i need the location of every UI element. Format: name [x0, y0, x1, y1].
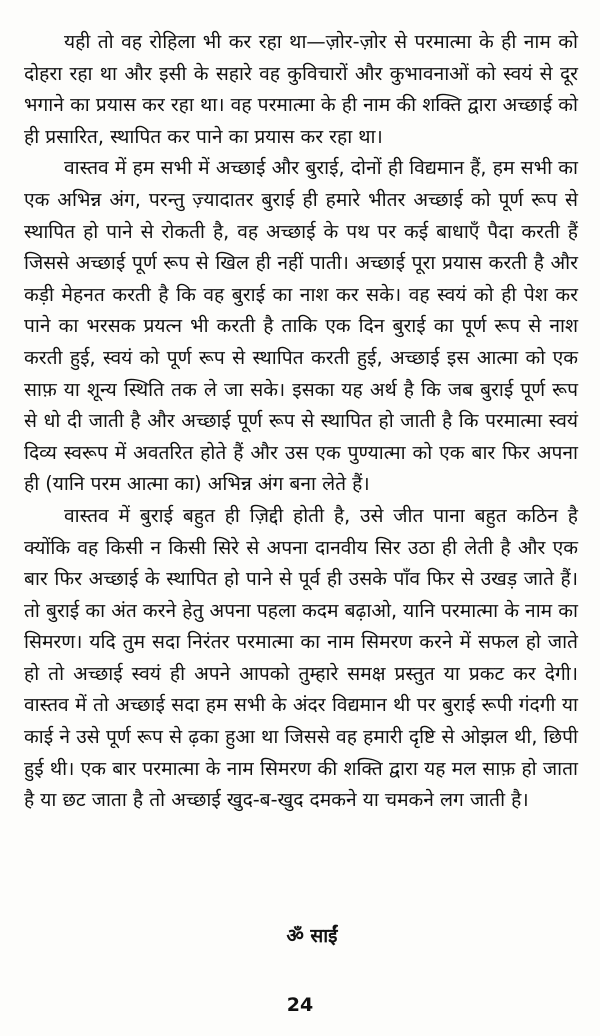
body-text — [24, 26, 578, 816]
sign-off-text: ॐ साईं — [286, 925, 338, 947]
paragraph-3: वास्तव में बुराई बहुत ही ज़िद्दी होती है, उसे जीत पाना बहुत कठिन है क्योंकि वह किसी न किसी सिरे से अपना दानवीय सिर उठा ही लेती है और एक बार फिर अच्छाई के स्थापित हो पाने से पूर्व ही उसके पाँव फिर से उखड़ जाते हैं। तो बुराई का अंत करने हेतु अपना पहला कदम बढ़ाओ, यानि परमात्मा के नाम का सिमरण। यदि तुम सदा निरंतर परमात्मा का नाम सिमरण करने में सफल हो जाते हो तो अच्छाई स्वयं ही अपने आपको तुम्हारे समक्ष प्रस्तुत या प्रकट कर देगी। वास्तव में तो अच्छाई सदा हम सभी के अंदर विद्यमान थी पर बुराई रूपी गंदगी या काई ने उसे पूर्ण रूप से ढ़का हुआ था जिससे वह हमारी दृष्टि से ओझल थी, छिपी हुई थी। एक बार परमात्मा के नाम सिमरण की शक्ति द्वारा यह मल साफ़ हो जाता है या छट जाता है तो अच्छाई खुद-ब-खुद दमकने या चमकने लग जाती है। — [24, 503, 578, 812]
page-number: 24 — [286, 994, 314, 1016]
paragraph-2: वास्तव में हम सभी में अच्छाई और बुराई, दोनों ही विद्यमान हैं, हम सभी का एक अभिन्न अंग, परन्तु ज़्यादातर बुराई ही हमारे भीतर अच्छाई को पूर्ण रूप से स्थापित हो पाने से रोकती है, वह अच्छाई के पथ पर कई बाधाएँ पैदा करती हैं जिससे अच्छाई पूर्ण रूप से खिल ही नहीं पाती। अच्छाई पूरा प्रयास करती है और कड़ी मेहनत करती है कि वह बुराई का नाश कर सके। वह स्वयं को ही पेश कर पाने का भरसक प्रयत्न भी करती है ताकि एक दिन बुराई का पूर्ण रूप से नाश करती हुई, स्वयं को पूर्ण रूप से स्थापित करती हुई, अच्छाई इस आत्मा को एक साफ़ या शून्य स्थिति तक ले जा सके। इसका यह अर्थ है कि जब बुराई पूर्ण रूप से धो दी जाती है और अच्छाई पूर्ण रूप से स्थापित हो जाती है कि परमात्मा स्वयं दिव्य स्वरूप में अवतरित होते हैं और उस एक पुण्यात्मा को एक बार फिर अपना ही (यानि परम आत्मा का) अभिन्न अंग बना लेते हैं। — [24, 156, 578, 496]
sign-off — [0, 922, 600, 948]
paragraph-1: यही तो वह रोहिला भी कर रहा था—ज़ोर-ज़ोर से परमात्मा के ही नाम को दोहरा रहा था और इसी के सहारे वह कुविचारों और कुभावनाओं को स्वयं से दूर भगाने का प्रयास कर रहा था। वह परमात्मा के ही नाम की शक्ति द्वारा अच्छाई को ही प्रसारित, स्थापित कर पाने का प्रयास कर रहा था। — [24, 30, 578, 148]
